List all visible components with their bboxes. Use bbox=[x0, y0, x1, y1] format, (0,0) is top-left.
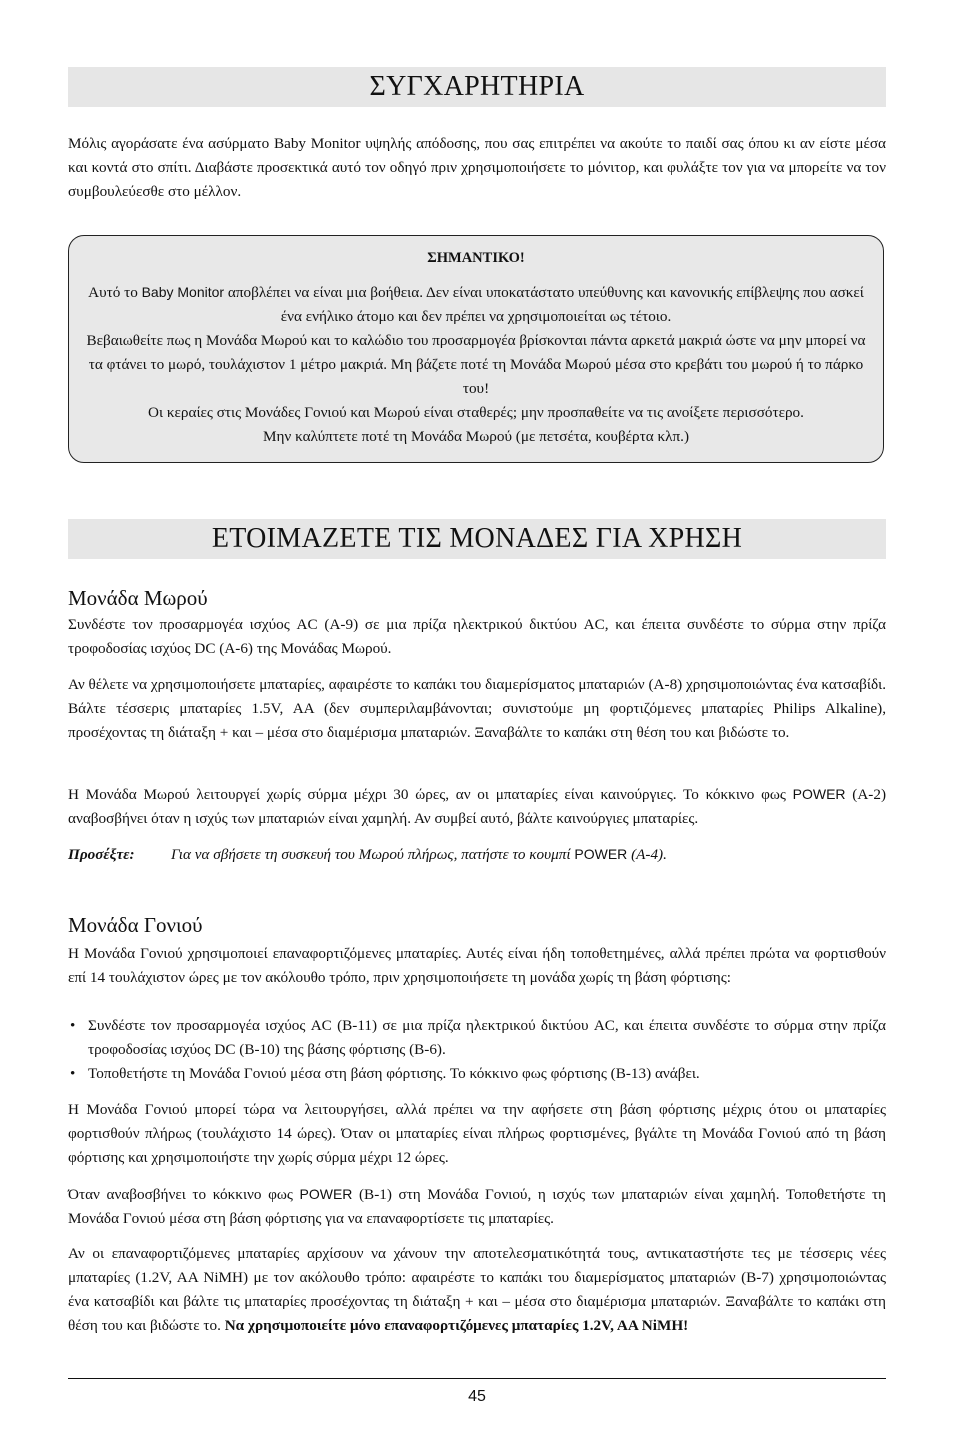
subheading-baby-unit: Μονάδα Μωρού bbox=[68, 586, 208, 610]
list-item bbox=[68, 1014, 886, 1062]
notice-line-placement: Βεβαιωθείτε πως η Μονάδα Μωρού και το καλώδιο του προσαρμογέα βρίσκονται πάντα αρκετά μακριά ώστε να μην μπορεί να τα φτάνει το μωρό, τουλάχιστον 1 μέτρο μακριά. Μη βάζετε ποτέ τη Μονάδα Μωρού μέσα στο κρεβάτι του μωρού ή το πάρκο του! bbox=[86, 332, 866, 397]
list-item bbox=[68, 1062, 886, 1086]
baby-p3-a: Η Μονάδα Μωρού λειτουργεί χωρίς σύρμα μέχρι 30 ώρες, αν οι μπαταρίες είναι καινούργιες. Το κόκκινο φως bbox=[68, 786, 793, 803]
parent-unit-bullet-list bbox=[68, 1014, 886, 1086]
parent-unit-paragraph-1: Η Μονάδα Γονιού χρησιμοποιεί επαναφορτιζόμενες μπαταρίες. Αυτές είναι ήδη τοποθετημένες, αλλά πρέπει πρώτα να φορτισθούν επί 14 τουλάχιστον ώρες με τον ακόλουθο τρόπο, πριν χρησιμοποιήσετε τη μονάδα χωρίς τη βάση φόρτισης: bbox=[68, 945, 886, 986]
section-heading-congratulations: ΣΥΓΧΑΡΗΤΗΡΙΑ bbox=[68, 67, 886, 107]
notice-line-purpose bbox=[83, 280, 869, 329]
bullet-icon: • bbox=[70, 1065, 76, 1082]
baby-unit-paragraph-3 bbox=[68, 782, 886, 831]
notice-title: ΣΗΜΑΝΤΙΚΟ! bbox=[427, 250, 525, 266]
bullet-icon: • bbox=[70, 1017, 76, 1034]
note-text-b: (A-4). bbox=[627, 846, 667, 863]
notice-line-cover: Μην καλύπτετε ποτέ τη Μονάδα Μωρού (με πετσέτα, κουβέρτα κλπ.) bbox=[262, 428, 690, 445]
bullet-text: Τοποθετήστε τη Μονάδα Γονιού μέσα στη βάση φόρτισης. Το κόκκινο φως φόρτισης (B-13) ανάβει. bbox=[88, 1065, 700, 1082]
parent-unit-paragraph-2: Η Μονάδα Γονιού μπορεί τώρα να λειτουργήσει, αλλά πρέπει να την αφήσετε στη βάση φόρτισης μέχρις ότου οι μπαταρίες φορτισθούν πλήρως (τουλάχιστο 14 ώρες). Όταν οι μπαταρίες είναι πλήρως φορτισμένες, βγάλτε τη Μονάδα Γονιού από τη βάση φόρτισης και χρησιμοποιήστε την χωρίς σύρμα μέχρι 12 ώρες. bbox=[68, 1101, 886, 1166]
section-heading-prepare: ΕΤΟΙΜΑΖΕΤΕ ΤΙΣ ΜΟΝΑΔΕΣ ΓΙΑ ΧΡΗΣΗ bbox=[68, 519, 886, 559]
footer-divider bbox=[68, 1378, 886, 1379]
parent-p3-b: (B-1) στη Μονάδα Γονιού, η ισχύς των μπαταριών είναι χαμηλή. Τοποθετήστε τη Μονάδα Γονιού μέσα στη βάση φόρτισης για να επαναφορτίσετε τις μπαταρίες. bbox=[68, 1186, 886, 1227]
parent-unit-paragraph-4 bbox=[68, 1242, 886, 1338]
power-label: POWER bbox=[792, 786, 846, 802]
baby-unit-paragraph-2: Αν θέλετε να χρησιμοποιήσετε μπαταρίες, αφαιρέστε το καπάκι του διαμερίσματος μπαταριών (A-8) χρησιμοποιώντας ένα κατσαβίδι. Βάλτε τέσσερις μπαταρίες 1.5V, AA (δεν συμπεριλαμβάνονται; συνιστούμε μη φορτιζόμενες μπαταρίες Philips Alkaline), προσέχοντας τη διάταξη + και – μέσα στο διαμέρισμα μπαταριών. Ξαναβάλτε το καπάκι στη θέση του και βιδώστε το. bbox=[68, 676, 886, 741]
nimh-warning: Να χρησιμοποιείτε μόνο επαναφορτιζόμενες μπαταρίες 1.2V, AA NiMH! bbox=[224, 1317, 689, 1334]
page-number: 45 bbox=[468, 1388, 486, 1405]
parent-p3-a: Όταν αναβοσβήνει το κόκκινο φως bbox=[68, 1186, 300, 1203]
brand-name: Baby Monitor bbox=[141, 284, 225, 300]
note-text-a: Για να σβήσετε τη συσκευή του Μωρού πλήρως, πατήστε το κουμπί bbox=[171, 846, 575, 863]
power-label: POWER bbox=[574, 846, 628, 862]
intro-paragraph: Μόλις αγοράσατε ένα ασύρματο Baby Monitor υψηλής απόδοσης, που σας επιτρέπει να ακούτε το παιδί σας όπου κι αν είστε μέσα και κοντά στο σπίτι. Διαβάστε προσεκτικά αυτό τον οδηγό πριν χρησιμοποιήσετε το μόνιτορ, και φυλάξτε τον για να μπορείτε να τον συμβουλεύεσθε στο μέλλον. bbox=[68, 135, 886, 200]
note-label: Προσέξτε: bbox=[68, 846, 135, 863]
notice-line1-pre: Αυτό το bbox=[88, 284, 142, 301]
notice-line-antennas: Οι κεραίες στις Μονάδες Γονιού και Μωρού είναι σταθερές; μην προσπαθείτε να τις ανοίξετε περισσότερο. bbox=[148, 404, 804, 421]
notice-line1-post: αποβλέπει να είναι μια βοήθεια. Δεν είναι υποκατάστατο υπεύθυνης και κανονικής επίβλεψης που ασκεί ένα ενήλικο άτομο και δεν πρέπει να χρησιμοποιείται ως τέτοιο. bbox=[224, 284, 864, 325]
notice-body bbox=[83, 280, 869, 449]
baby-unit-note bbox=[68, 842, 886, 867]
baby-unit-paragraph-1: Συνδέστε τον προσαρμογέα ισχύος AC (A-9) σε μια πρίζα ηλεκτρικού δικτύου AC, και έπειτα συνδέστε το σύρμα στην πρίζα τροφοδοσίας ισχύος DC (A-6) της Μονάδας Μωρού. bbox=[68, 616, 886, 657]
important-notice-box bbox=[68, 235, 884, 463]
bullet-text: Συνδέστε τον προσαρμογέα ισχύος AC (B-11) σε μια πρίζα ηλεκτρικού δικτύου AC, και έπειτα συνδέστε το σύρμα στην πρίζα τροφοδοσίας ισχύος DC (B-10) της βάσης φόρτισης (B-6). bbox=[88, 1017, 886, 1058]
subheading-parent-unit: Μονάδα Γονιού bbox=[68, 913, 203, 937]
parent-p4-a: Αν οι επαναφορτιζόμενες μπαταρίες αρχίσουν να χάνουν την αποτελεσματικότητά τους, αντικαταστήστε τες με τέσσερις νέες μπαταρίες (1.2V, AA NiMH) με τον ακόλουθο τρόπο: αφαιρέστε το καπάκι του διαμερίσματος μπαταριών (B-7) χρησιμοποιώντας ένα κατσαβίδι και βάλτε τις μπαταρίες προσέχοντας τη διάταξη + και – μέσα στο διαμέρισμα μπαταριών. Ξαναβάλτε το καπάκι στη θέση του και βιδώστε το. bbox=[68, 1245, 886, 1334]
power-label: POWER bbox=[299, 1186, 353, 1202]
parent-unit-paragraph-3 bbox=[68, 1182, 886, 1231]
baby-p3-b: (A-2) αναβοσβήνει όταν η ισχύς των μπαταριών είναι χαμηλή. Αν συμβεί αυτό, βάλτε καινούργιες μπαταρίες. bbox=[68, 786, 887, 827]
